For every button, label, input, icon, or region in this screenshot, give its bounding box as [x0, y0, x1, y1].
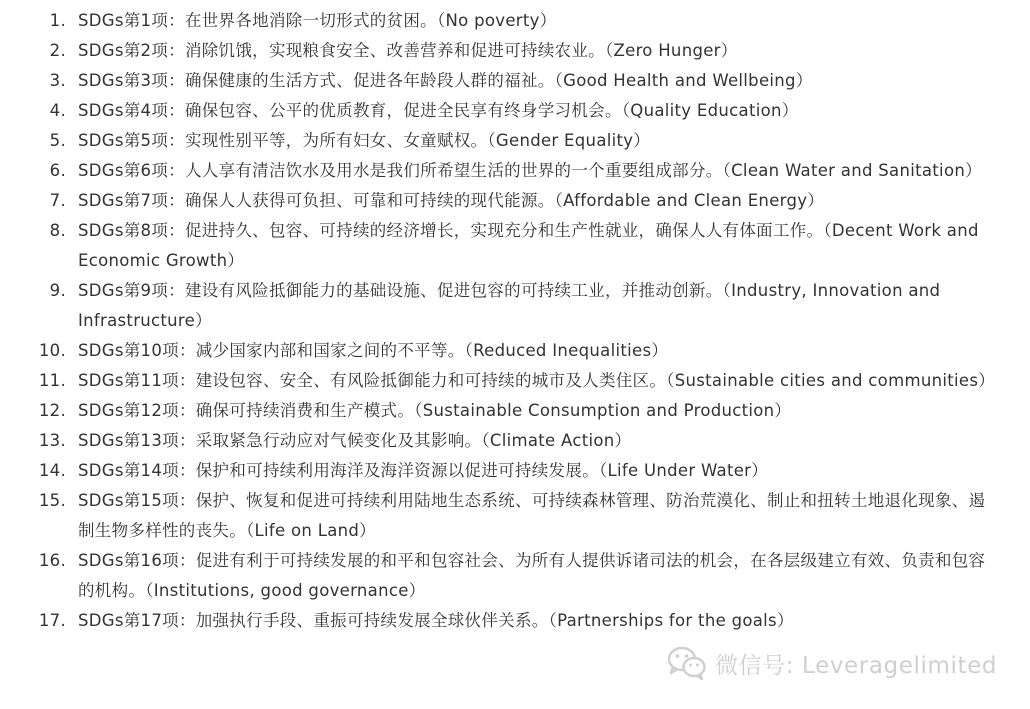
list-item-text: SDGs第5项：实现性别平等，为所有妇女、女童赋权。（Gender Equality） — [78, 131, 651, 150]
list-item-text: SDGs第9项：建设有风险抵御能力的基础设施、促进包容的可持续工业，并推动创新。（Industry, Innovation and Infrastructure） — [78, 281, 941, 330]
list-item-text: SDGs第4项：确保包容、公平的优质教育，促进全民享有终身学习机会。（Quality Education） — [78, 101, 799, 120]
list-item-number: 6. — [49, 161, 66, 180]
list-item-text: SDGs第13项：采取紧急行动应对气候变化及其影响。（Climate Action） — [78, 431, 632, 450]
list-item-number: 17. — [38, 611, 66, 630]
list-item-number: 12. — [38, 401, 66, 420]
list-item-text: SDGs第8项：促进持久、包容、可持续的经济增长，实现充分和生产性就业，确保人人有体面工作。（Decent Work and Economic Growth） — [78, 221, 979, 270]
list-item — [0, 486, 1030, 546]
list-item-number: 9. — [49, 281, 66, 300]
list-item — [0, 66, 1030, 96]
list-item — [0, 366, 1030, 396]
list-item-text: SDGs第16项：促进有利于可持续发展的和平和包容社会、为所有人提供诉诸司法的机会，在各层级建立有效、负责和包容的机构。（Institutions, good governance） — [78, 551, 986, 600]
list-item-text: SDGs第15项：保护、恢复和促进可持续利用陆地生态系统、可持续森林管理、防治荒漠化、制止和扭转土地退化现象、遏制生物多样性的丧失。（Life on Land） — [78, 491, 986, 540]
list-item-text: SDGs第11项：建设包容、安全、有风险抵御能力和可持续的城市及人类住区。（Sustainable cities and communities） — [78, 371, 996, 390]
list-item — [0, 276, 1030, 336]
watermark-text: 微信号: Leveragelimited — [715, 652, 998, 679]
list-item — [0, 216, 1030, 276]
list-item-number: 11. — [38, 371, 66, 390]
list-item-text: SDGs第14项：保护和可持续利用海洋及海洋资源以促进可持续发展。（Life Under Water） — [78, 461, 769, 480]
watermark — [667, 643, 997, 683]
list-item — [0, 156, 1030, 186]
list-item-text: SDGs第2项：消除饥饿，实现粮食安全、改善营养和促进可持续农业。（Zero Hunger） — [78, 41, 738, 60]
list-item — [0, 456, 1030, 486]
list-item-number: 1. — [49, 11, 66, 30]
list-item-number: 16. — [38, 551, 66, 570]
wechat-icon — [667, 645, 707, 681]
list-item-text: SDGs第7项：确保人人获得可负担、可靠和可持续的现代能源。（Affordable and Clean Energy） — [78, 191, 825, 210]
list-item — [0, 126, 1030, 156]
list-item — [0, 336, 1030, 366]
list-item — [0, 396, 1030, 426]
list-item — [0, 36, 1030, 66]
list-item — [0, 6, 1030, 36]
list-item — [0, 186, 1030, 216]
list-item — [0, 96, 1030, 126]
sdg-list — [0, 6, 1030, 636]
list-item-number: 5. — [49, 131, 66, 150]
list-item-text: SDGs第12项：确保可持续消费和生产模式。（Sustainable Consumption and Production） — [78, 401, 792, 420]
list-item-text: SDGs第17项：加强执行手段、重振可持续发展全球伙伴关系。（Partnerships for the goals） — [78, 611, 794, 630]
list-item-number: 10. — [38, 341, 66, 360]
list-item — [0, 546, 1030, 606]
list-item-number: 13. — [38, 431, 66, 450]
list-item-number: 3. — [49, 71, 66, 90]
list-item — [0, 606, 1030, 636]
list-item-text: SDGs第3项：确保健康的生活方式、促进各年龄段人群的福祉。（Good Health and Wellbeing） — [78, 71, 813, 90]
list-item-number: 8. — [49, 221, 66, 240]
list-item-text: SDGs第6项：人人享有清洁饮水及用水是我们所希望生活的世界的一个重要组成部分。（Clean Water and Sanitation） — [78, 161, 982, 180]
list-item-number: 4. — [49, 101, 66, 120]
list-item-number: 7. — [49, 191, 66, 210]
list-item-number: 2. — [49, 41, 66, 60]
list-item-text: SDGs第1项：在世界各地消除一切形式的贫困。（No poverty） — [78, 11, 557, 30]
list-item-number: 14. — [38, 461, 66, 480]
list-item — [0, 426, 1030, 456]
list-item-number: 15. — [38, 491, 66, 510]
list-item-text: SDGs第10项：减少国家内部和国家之间的不平等。（Reduced Inequalities） — [78, 341, 669, 360]
